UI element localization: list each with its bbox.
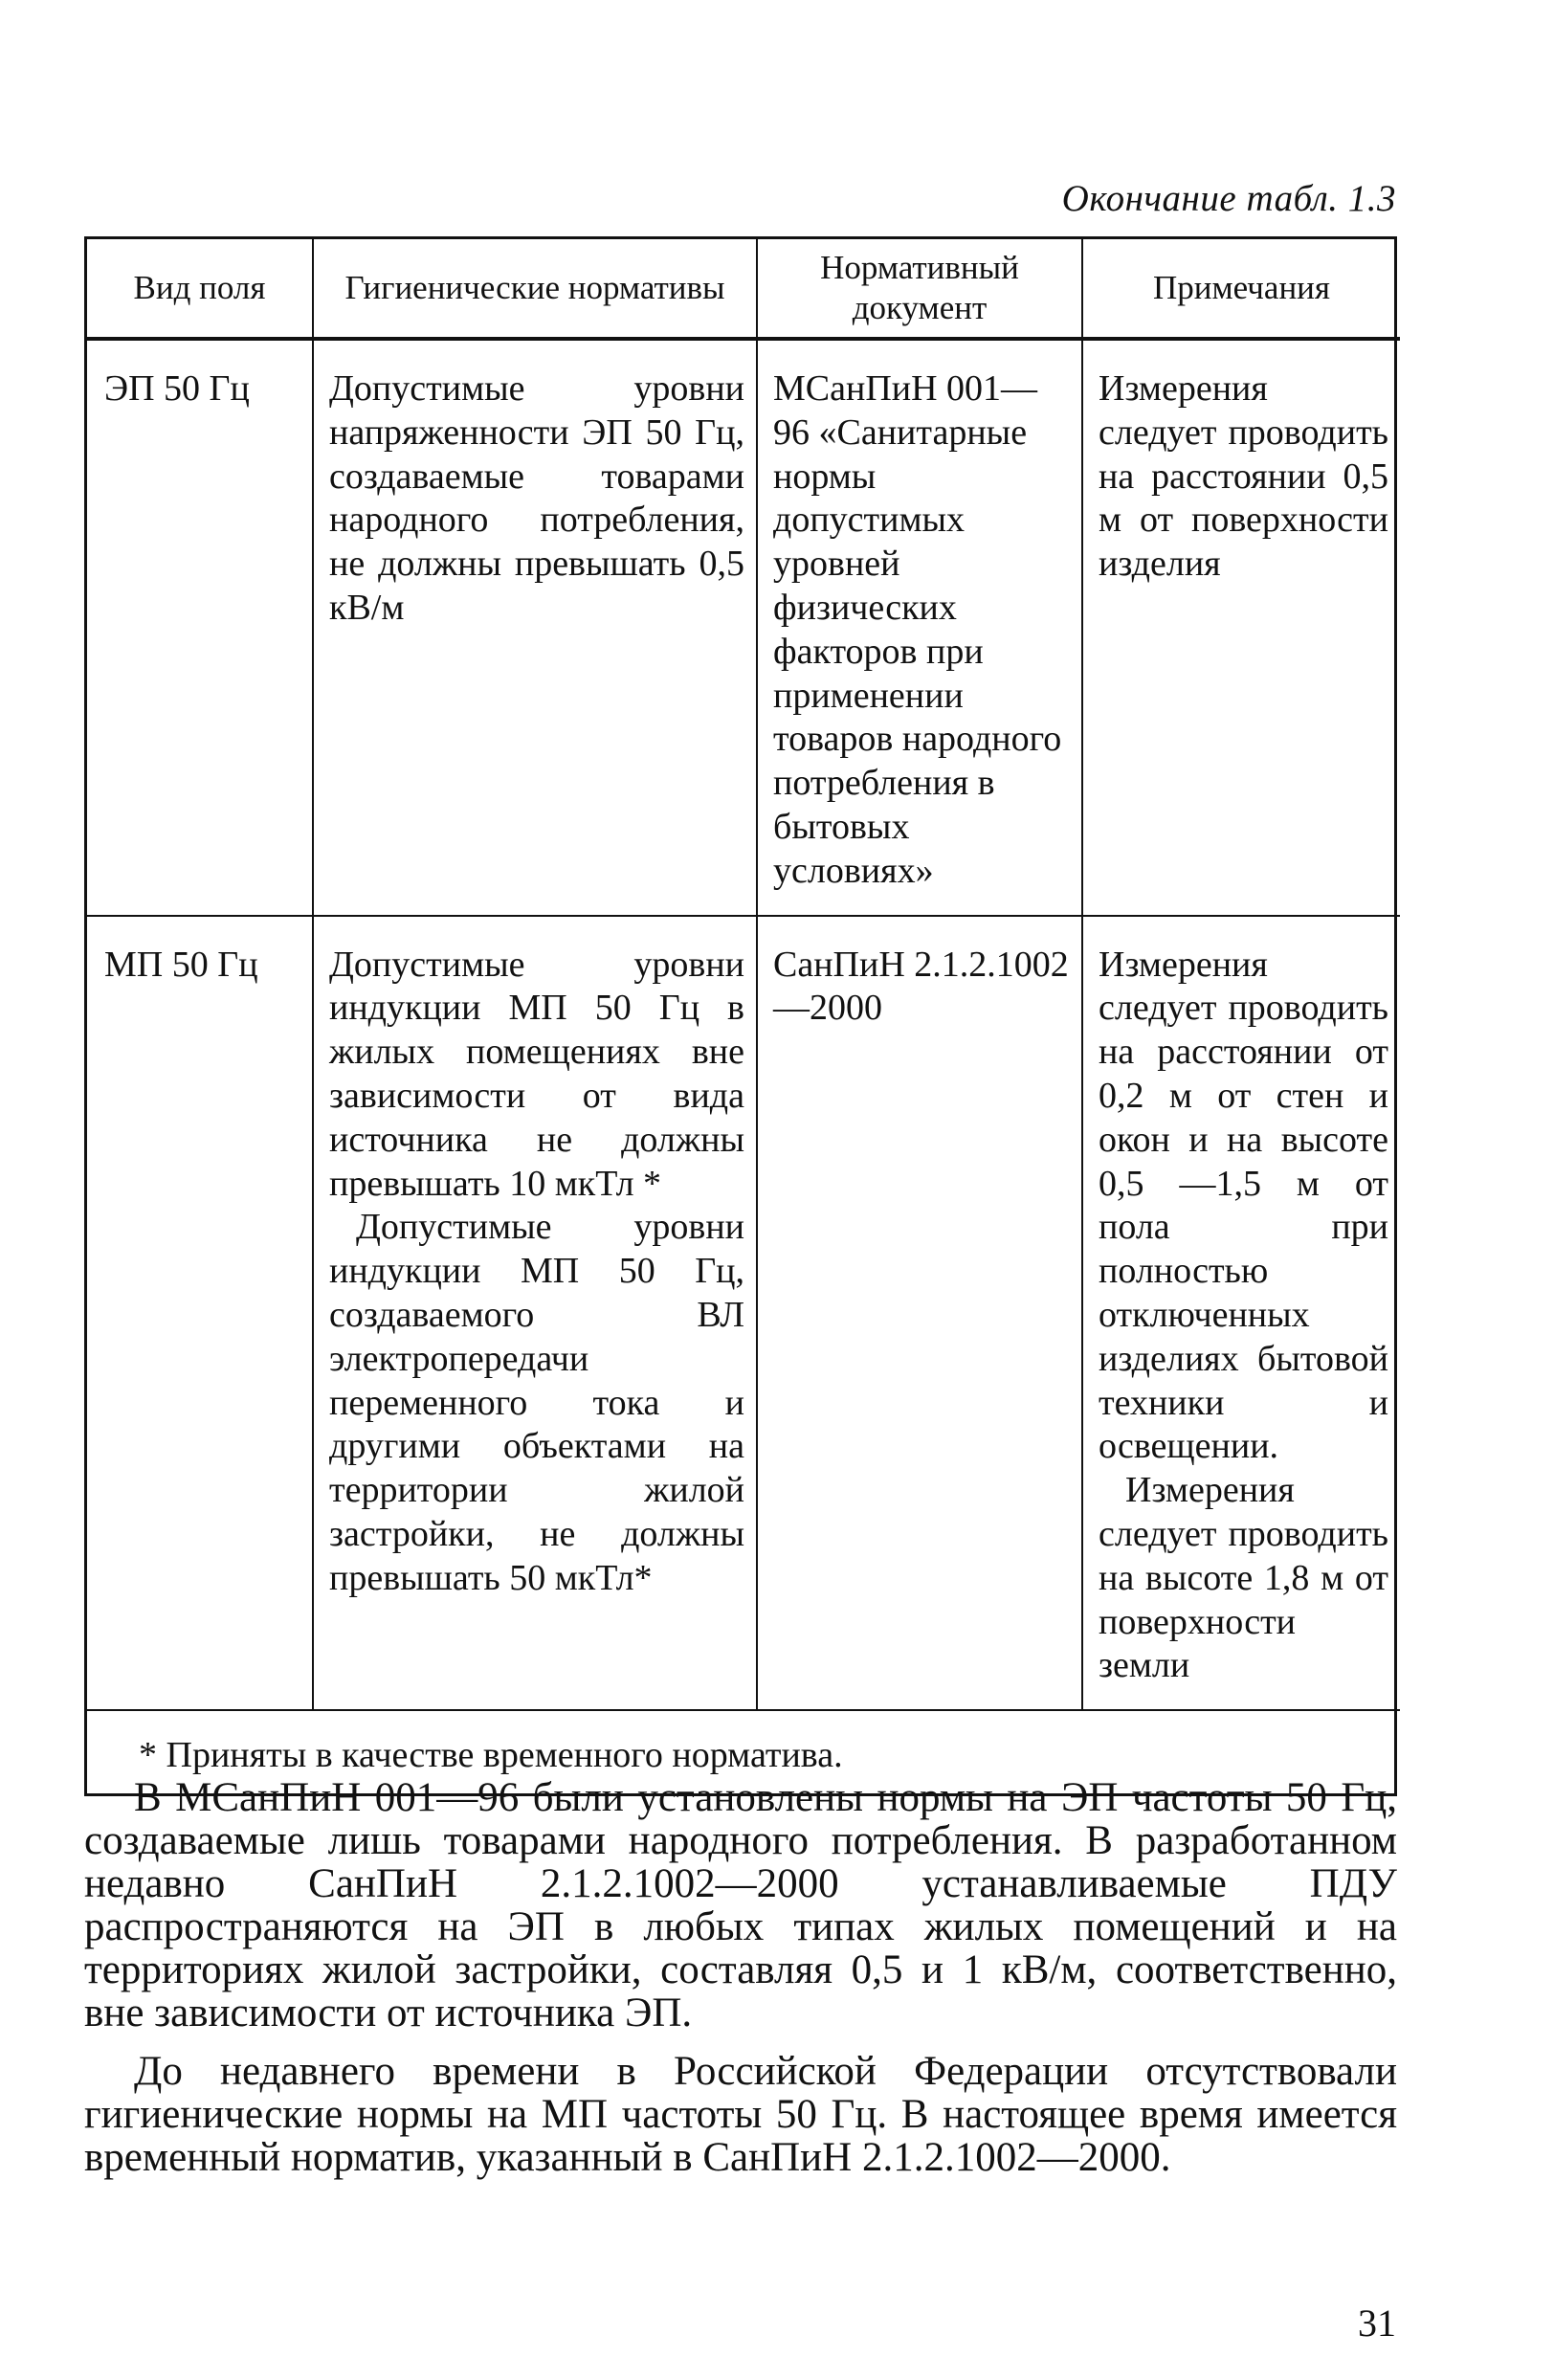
paragraph: До недавнего времени в Российской Федерации отсутствовали гигиенические нормы на МП частоты 50 Гц. В настоящее время имеется временный норматив, указанный в СанПиН 2.1.2.1002—2000. (84, 2049, 1397, 2180)
cell-field-type: МП 50 Гц (87, 916, 313, 1711)
cell-notes (1082, 916, 1400, 1711)
header-field-type: Вид поля (87, 239, 313, 339)
norms-table (84, 236, 1397, 1796)
table-row (87, 339, 1400, 916)
header-normative-document: Нормативный документ (757, 239, 1082, 339)
note-text: Измерения следует проводить на расстоянии 0,5 м от поверхности изделия (1099, 368, 1388, 585)
cell-field-type: ЭП 50 Гц (87, 339, 313, 916)
table-footnote: * Приняты в качестве временного норматива. (139, 1735, 843, 1776)
document-text: СанПиН 2.1.2.1002—2000 (773, 944, 1069, 1029)
note-text: Измерения следует проводить на расстоянии от 0,2 м от стен и окон и на высоте 0,5 —1,5 м от пола при полностью отключенных изделиях бытовой техники и освещении. (1099, 944, 1388, 1467)
norm-text: Допустимые уровни индукции МП 50 Гц, создаваемого ВЛ электропередачи переменного тока и другими объектами на территории жилой застройки, не должны превышать 50 мкТл* (329, 1207, 744, 1598)
paragraph: В МСанПиН 001—96 были установлены нормы на ЭП частоты 50 Гц, создаваемые лишь товарами народного потребления. В разработанном недавно СанПиН 2.1.2.1002—2000 устанавливаемые ПДУ распространяются на ЭП в любых типах жилых помещений и на территориях жилой застройки, составляя 0,5 и 1 кВ/м, соответственно, вне зависимости от источника ЭП. (84, 1775, 1397, 2035)
header-notes: Примечания (1082, 239, 1400, 339)
body-text (84, 1776, 1397, 2194)
table-caption: Окончание табл. 1.3 (1061, 178, 1396, 219)
cell-norms (313, 916, 757, 1711)
document-text: МСанПиН 001—96 «Санитарные нормы допустимых уровней физических факторов при применении товаров народного потребления в бытовых условиях» (773, 368, 1062, 891)
cell-document (757, 339, 1082, 916)
page-number: 31 (1358, 2302, 1396, 2345)
norm-text: Допустимые уровни индукции МП 50 Гц в жилых помещениях вне зависимости от вида источника не должны превышать 10 мкТл * (329, 944, 744, 1204)
table-header-row (87, 239, 1400, 339)
norm-text: Допустимые уровни напряженности ЭП 50 Гц, создаваемые товарами народного потребления, не должны превышать 0,5 кВ/м (329, 368, 744, 628)
header-hygienic-norms: Гигиенические нормативы (313, 239, 757, 339)
cell-notes (1082, 339, 1400, 916)
cell-norms (313, 339, 757, 916)
note-text: Измерения следует проводить на высоте 1,8 м от поверхности земли (1099, 1470, 1388, 1686)
table-row (87, 916, 1400, 1711)
cell-document (757, 916, 1082, 1711)
